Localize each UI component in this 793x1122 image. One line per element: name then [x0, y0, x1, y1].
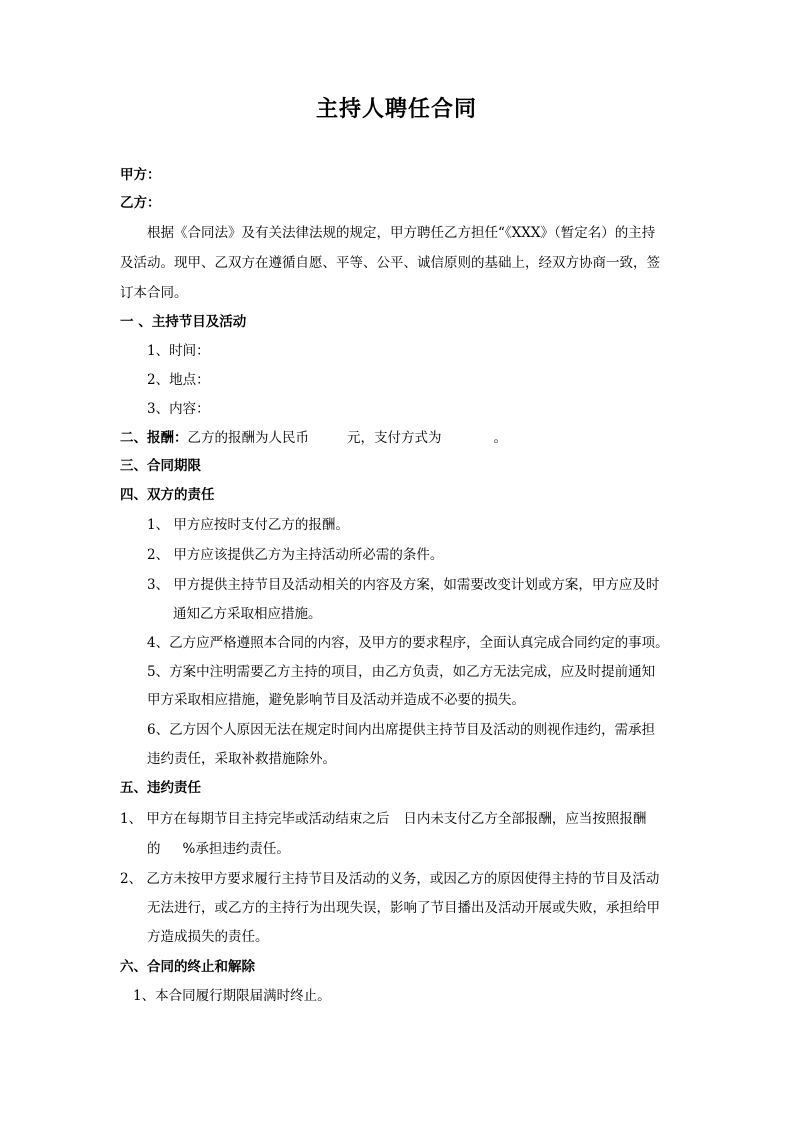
section-4-heading: 四、双方的责任 [120, 487, 215, 503]
s5-item-1-text-c: 的 [147, 841, 161, 857]
s5-item-2-line-1: 2、 乙方未按甲方要求履行主持节目及活动的义务，或因乙方的原因使得主持的节目及活动 [120, 871, 660, 887]
section-6-heading: 六、合同的终止和解除 [120, 959, 255, 975]
document-title: 主持人聘任合同 [315, 97, 477, 122]
party-a-label: 甲方： [120, 167, 161, 183]
s5-item-1-line-1 [120, 809, 646, 829]
s1-content: 3、内容： [147, 401, 210, 417]
intro-line-1: 根据《合同法》及有关法律法规的规定，甲方聘任乙方担任“《XXX》（暂定名）的主持 [147, 225, 656, 241]
s5-item-1-text-d: %承担违约责任。 [182, 841, 290, 857]
intro-line-3: 订本合同。 [120, 285, 188, 301]
s5-item-2-line-3: 方造成损失的责任。 [147, 929, 269, 945]
section-2-line [120, 428, 507, 448]
s4-item-6-line-1: 6、乙方因个人原因无法在规定时间内出席提供主持节目及活动的则视作违约，需承担 [147, 722, 656, 738]
s5-item-1-text-b: 日内未支付乙方全部报酬，应当按照报酬 [403, 811, 647, 827]
s4-item-1: 1、 甲方应按时支付乙方的报酬。 [147, 517, 349, 533]
section-3-heading: 三、合同期限 [120, 458, 201, 474]
s4-item-5-line-2: 甲方采取相应措施，避免影响节目及活动并造成不必要的损失。 [147, 692, 525, 708]
s5-item-2-line-2: 无法进行，或乙方的主持行为出现失误，影响了节目播出及活动开展或失败，承担给甲 [147, 900, 660, 916]
party-b-label: 乙方： [120, 195, 161, 211]
s4-item-4: 4、乙方应严格遵照本合同的内容，及甲方的要求程序，全面认真完成合同约定的事项。 [147, 635, 669, 651]
s2-text-3: 。 [493, 430, 507, 446]
s5-item-1-line-2 [147, 839, 290, 859]
s4-item-6-line-2: 违约责任，采取补救措施除外。 [147, 751, 336, 767]
section-1-heading: 一 、主持节目及活动 [120, 314, 247, 330]
s4-item-2: 2、 甲方应该提供乙方为主持活动所必需的条件。 [147, 547, 444, 563]
s5-item-1-text-a: 1、 甲方在每期节目主持完毕或活动结束之后 [120, 811, 390, 827]
s2-text-1: 乙方的报酬为人民币 [187, 430, 309, 446]
s1-place: 2、地点： [147, 372, 210, 388]
s2-text-2: 元，支付方式为 [347, 430, 442, 446]
section-2-heading: 二、报酬： [120, 430, 188, 446]
s4-item-3-line-1: 3、 甲方提供主持节目及活动相关的内容及方案，如需要改变计划或方案，甲方应及时 [147, 577, 660, 593]
s4-item-3-line-2: 通知乙方采取相应措施。 [173, 606, 322, 622]
section-5-heading: 五、违约责任 [120, 780, 201, 796]
s1-time: 1、时间： [147, 343, 210, 359]
s6-item-1: 1、本合同履行期限届满时终止。 [133, 988, 331, 1004]
s4-item-5-line-1: 5、方案中注明需要乙方主持的项目，由乙方负责，如乙方无法完成，应及时提前通知 [147, 664, 656, 680]
intro-line-2: 及活动。现甲、乙双方在遵循自愿、平等、公平、诚信原则的基础上，经双方协商一致，签 [120, 255, 660, 271]
